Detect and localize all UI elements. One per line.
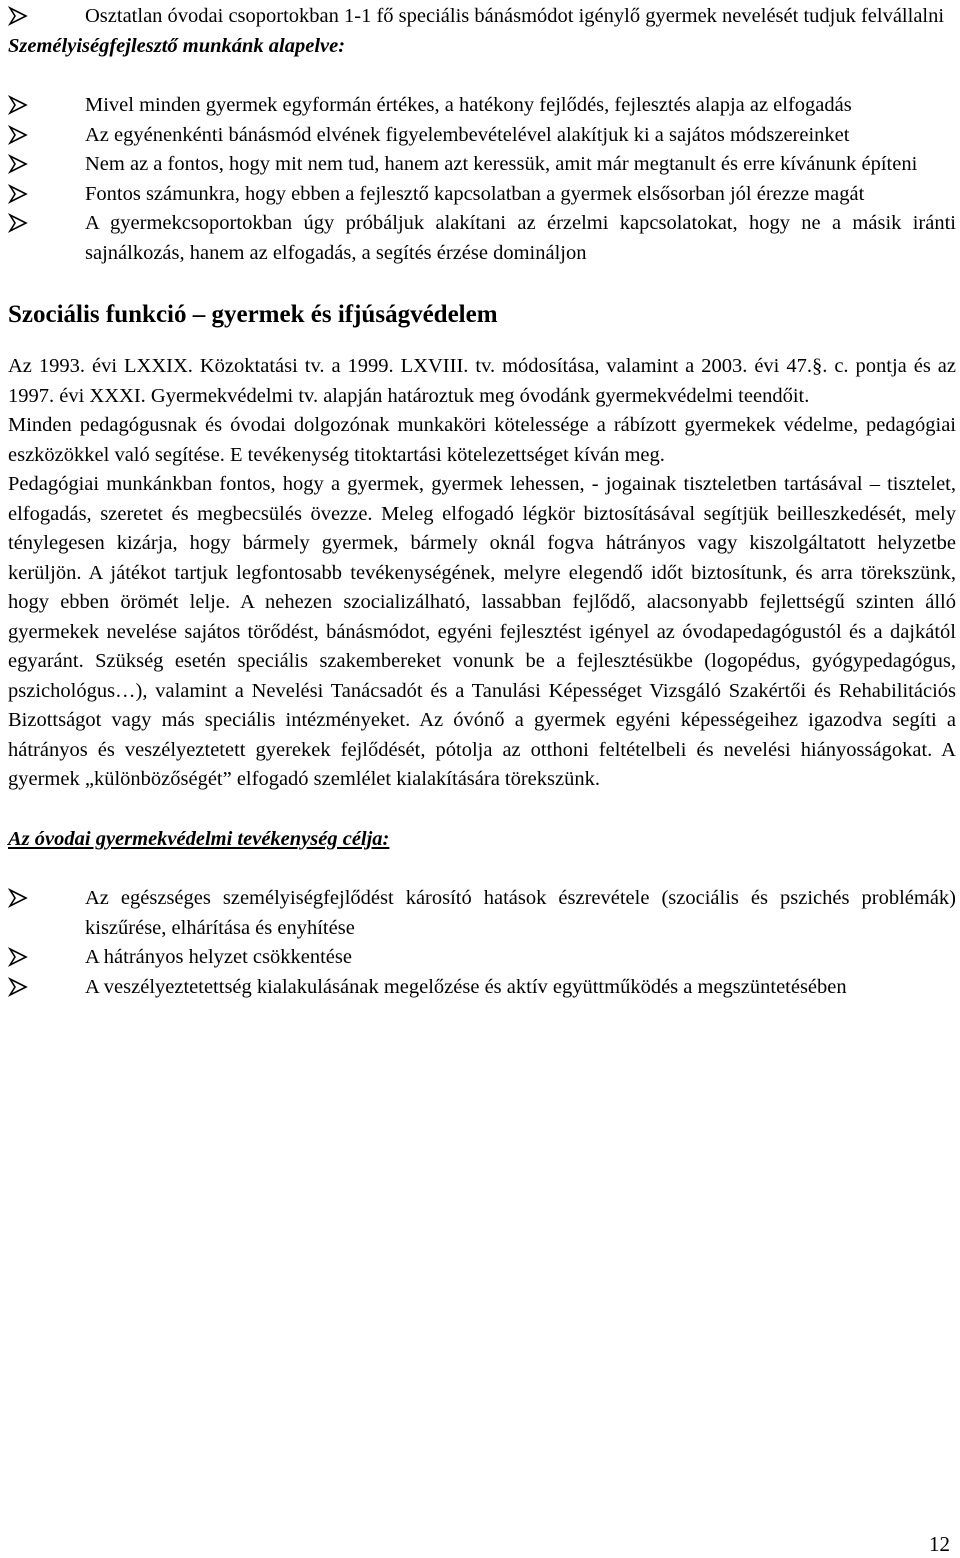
list-item-text: Nem az a fontos, hogy mit nem tud, hanem azt keressük, amit már megtanult és erre kívánunk építeni	[85, 153, 918, 175]
arrow-bullet-icon	[8, 95, 28, 115]
intro-bullet-list	[8, 2, 956, 32]
list-item	[8, 973, 956, 1003]
paragraph-pedagogy: Pedagógiai munkánkban fontos, hogy a gyermek, gyermek lehessen, - jogainak tiszteletben tartásával – tisztelet, elfogadás, szeretet és megbecsülés övezze. Meleg elfogadó légkör biztosításával segítjük beilleszkedését, mely ténylegesen kizárja, hogy bármely gyermek, bármely oknál fogva hátrányos vagy kiszolgáltatott helyzetbe kerüljön. A játékot tartjuk legfontosabb tevékenységének, melyre elegendő időt biztosítunk, és arra törekszünk, hogy ebben örömét lelje. A nehezen szocializálható, lassabban fejlődő, alacsonyabb fejlettségű szinten álló gyermekek nevelése sajátos törődést, bánásmódot, egyéni fejlesztést igényel az óvodapedagógustól és a dajkától egyaránt. Szükség esetén speciális szakembereket vonunk be a fejlesztésükbe (logopédus, gyógypedagógus, pszichológus…), valamint a Nevelési Tanácsadót és a Tanulási Képességet Vizsgáló Szakértői és Rehabilitációs Bizottságot vagy más speciális intézményeket. Az óvónő a gyermek egyéni képességeihez igazodva segíti a hátrányos és veszélyeztetett gyerekek fejlődését, pótolja az otthoni feltételbeli és nevelési hiányosságokat. A gyermek „különbözőségét” elfogadó szemlélet kialakítására törekszünk.	[8, 473, 956, 790]
section-title: Szociális funkció – gyermek és ifjúságvédelem	[8, 301, 498, 328]
list-item	[8, 2, 956, 32]
list-item-text: Mivel minden gyermek egyformán értékes, a hatékony fejlődés, fejlesztés alapja az elfogadás	[85, 94, 852, 116]
principle-bullet-list	[8, 91, 956, 268]
list-item-text: Az egyénenkénti bánásmód elvének figyelembevételével alakítjuk ki a sajátos módszereinket	[85, 123, 850, 146]
arrow-bullet-icon	[8, 154, 28, 174]
list-item	[8, 180, 956, 210]
list-item-text: Az egészséges személyiségfejlődést károsító hatások észrevétele (szociális és pszichés problémák) kiszűrése, elhárítása és enyhítése	[85, 887, 956, 939]
goal-heading: Az óvodai gyermekvédelmi tevékenység célja:	[8, 827, 390, 850]
list-item	[8, 943, 956, 973]
arrow-bullet-icon	[8, 947, 28, 967]
principle-heading: Személyiségfejlesztő munkánk alapelve:	[8, 34, 346, 57]
paragraph-legal-basis: Az 1993. évi LXXIX. Közoktatási tv. a 1999. LXVIII. tv. módosítása, valamint a 2003. évi 47.§. c. pontja és az 1997. évi XXXI. Gyermekvédelmi tv. alapján határoztuk meg óvodánk gyermekvédelmi teendőit.	[8, 355, 956, 407]
arrow-bullet-icon	[8, 977, 28, 997]
list-item-text: A veszélyeztetettség kialakulásának megelőzése és aktív együttműködés a megszüntetésében	[85, 975, 847, 998]
list-item-text: Osztatlan óvodai csoportokban 1-1 fő speciális bánásmódot igénylő gyermek nevelését tudjuk felvállalni	[85, 5, 945, 27]
paragraph-duties: Minden pedagógusnak és óvodai dolgozónak munkaköri kötelessége a rábízott gyermekek védelme, pedagógiai eszközökkel való segítése. E tevékenység titoktartási kötelezettséget kíván meg.	[8, 414, 956, 466]
list-item	[8, 91, 956, 121]
list-item-text: A gyermekcsoportokban úgy próbáljuk alakítani az érzelmi kapcsolatokat, hogy ne a másik iránti sajnálkozás, hanem az elfogadás, a segítés érzése domináljon	[85, 212, 956, 264]
arrow-bullet-icon	[8, 125, 28, 145]
list-item	[8, 884, 956, 943]
list-item-text: A hátrányos helyzet csökkentése	[85, 946, 352, 968]
list-item-text: Fontos számunkra, hogy ebben a fejlesztő kapcsolatban a gyermek elsősorban jól érezze magát	[85, 182, 865, 205]
arrow-bullet-icon	[8, 6, 28, 26]
arrow-bullet-icon	[8, 888, 28, 908]
document-page	[8, 0, 956, 1002]
list-item	[8, 209, 956, 268]
arrow-bullet-icon	[8, 184, 28, 204]
list-item	[8, 121, 956, 151]
arrow-bullet-icon	[8, 213, 28, 233]
list-item	[8, 150, 956, 180]
page-number: 12	[929, 1532, 950, 1556]
goal-bullet-list	[8, 884, 956, 1002]
